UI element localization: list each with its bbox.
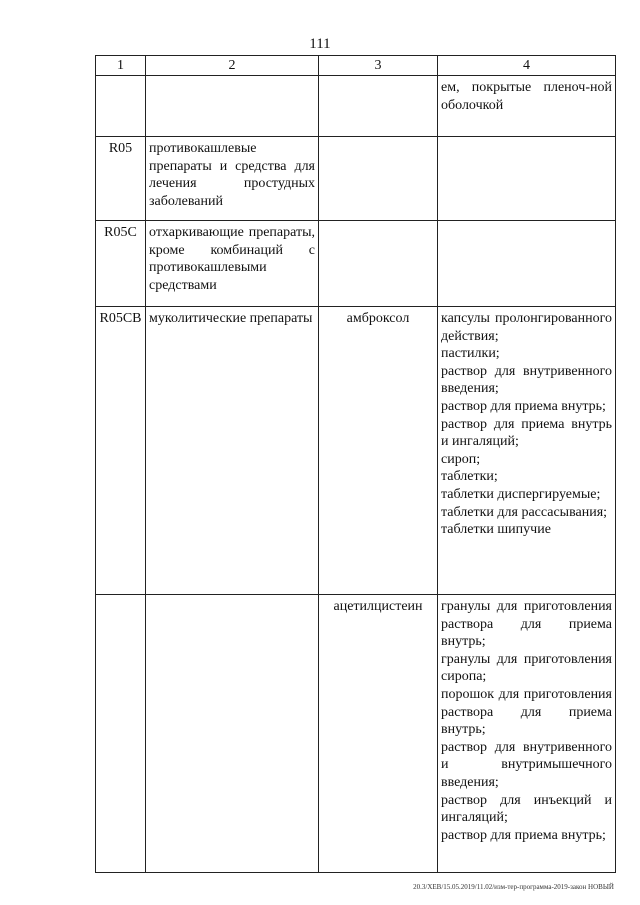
atc-code-cell xyxy=(96,595,146,873)
dosage-form: гранулы для приготовления раствора для приема внутрь; xyxy=(441,599,612,650)
dosage-forms-cell xyxy=(438,76,616,137)
group-name-cell xyxy=(146,595,319,873)
dosage-form: раствор для инъекций и ингаляций; xyxy=(441,792,612,826)
group-name-cell: отхаркивающие препараты, кроме комбинаций с противокашлевыми средствами xyxy=(146,221,319,307)
dosage-form: порошок для приготовления раствора для приема внутрь; xyxy=(441,686,612,738)
group-name-cell: муколитические препараты xyxy=(146,307,319,595)
table-row xyxy=(96,76,616,137)
dosage-form: раствор для внутривенного введения; xyxy=(441,363,612,397)
dosage-form: таблетки для рассасывания; xyxy=(441,504,608,520)
header-col-4: 4 xyxy=(438,56,616,76)
inn-cell xyxy=(319,137,438,221)
dosage-form: раствор для приема внутрь и ингаляций; xyxy=(441,416,612,450)
document-footer: 20.3/ХЕВ/15.05.2019/11.02/изм-тер-программа-2019-закон НОВЫЙ xyxy=(413,883,614,891)
page-number: 111 xyxy=(309,36,331,52)
dosage-form: ем, покрытые пленоч-ной оболочкой xyxy=(441,80,612,113)
header-col-1: 1 xyxy=(96,56,146,76)
inn-cell: амброксол xyxy=(319,307,438,595)
dosage-forms-cell xyxy=(438,137,616,221)
dosage-form: таблетки диспергируемые; xyxy=(441,486,601,502)
atc-code-cell xyxy=(96,76,146,137)
atc-code-cell: R05C xyxy=(96,221,146,307)
atc-code-cell: R05CB xyxy=(96,307,146,595)
dosage-forms-cell xyxy=(438,595,616,873)
table-row xyxy=(96,137,616,221)
dosage-form: раствор для внутривенного и внутримышечного введения; xyxy=(441,739,612,790)
header-col-3: 3 xyxy=(319,56,438,76)
dosage-form: таблетки шипучие xyxy=(441,522,551,538)
table-row xyxy=(96,221,616,307)
dosage-form: пастилки; xyxy=(441,346,500,362)
inn-cell: ацетилцистеин xyxy=(319,595,438,873)
dosage-form: сироп; xyxy=(441,451,481,467)
dosage-form: таблетки; xyxy=(441,469,498,485)
group-name-cell xyxy=(146,76,319,137)
medicines-table xyxy=(95,55,616,873)
group-name-cell: противокашлевые препараты и средства для лечения простудных заболеваний xyxy=(146,137,319,221)
dosage-forms-cell xyxy=(438,221,616,307)
atc-code-cell: R05 xyxy=(96,137,146,221)
dosage-form: раствор для приема внутрь; xyxy=(441,827,606,843)
inn-cell xyxy=(319,76,438,137)
dosage-form: гранулы для приготовления сиропа; xyxy=(441,651,612,685)
dosage-forms-cell xyxy=(438,307,616,595)
dosage-form: раствор для приема внутрь; xyxy=(441,398,606,414)
table-row xyxy=(96,307,616,595)
inn-cell xyxy=(319,221,438,307)
table-row xyxy=(96,595,616,873)
dosage-form: капсулы пролонгированного действия; xyxy=(441,311,612,344)
header-col-2: 2 xyxy=(146,56,319,76)
table-header-row xyxy=(96,56,616,76)
